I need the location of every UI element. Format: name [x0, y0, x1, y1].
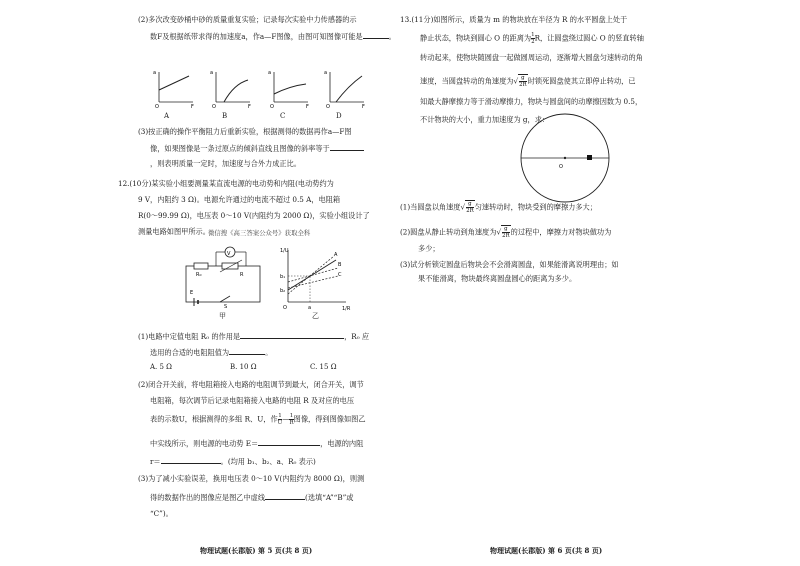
- q12-line2: 9 V，内阻约 3 Ω)。电源允许通过的电流不超过 0.5 A，电阻箱: [138, 195, 341, 204]
- q12-option-a: A. 5 Ω: [150, 363, 172, 371]
- option-label-a: A: [164, 112, 170, 120]
- option-graph-a: [155, 68, 195, 110]
- q11-3-line1: (3)按正确的操作平衡阻力后重新实验，根据测得的数据再作a—F图: [138, 127, 352, 136]
- r0-label: R₀: [196, 272, 202, 278]
- svg-text:O: O: [270, 104, 274, 110]
- q12-sub1-line2: 选用的合适的电阻阻值为 。: [150, 348, 273, 357]
- option-graph-c: [270, 68, 310, 110]
- q13-line2: 静止状态，物块到圆心 O 的距离为 $\frac{1}{2}$ R，让圆盘绕过圆心 O 的竖直转轴: [420, 32, 644, 45]
- q12-sub3-line3: “C”)。: [150, 509, 173, 518]
- svg-text:O: O: [212, 104, 216, 110]
- option-label-d: D: [336, 112, 342, 120]
- graph-b1: b₁: [280, 274, 286, 280]
- center-label: O: [559, 164, 563, 170]
- q13-line3: 转动起来，使物块随圆盘一起做圆周运动，逐渐增大圆盘匀速转动的角: [420, 53, 643, 62]
- q12-sub3-line2: 得的数据作出的图像应是图乙中虚线 (选填“A”“B”或: [150, 493, 354, 502]
- svg-text:F: F: [248, 104, 251, 110]
- q12-sub2-line1: (2)闭合开关前，将电阻箱接入电路的电阻调节到最大，闭合开关，调节: [138, 380, 364, 389]
- voltmeter-label: V: [227, 251, 231, 257]
- q11-3-line2: 像，如果图像是一条过原点的倾斜直线且图像的斜率等于: [150, 142, 364, 154]
- svg-text:F: F: [306, 104, 309, 110]
- graph-a: a: [308, 305, 312, 311]
- q12-sub3-line1: (3)为了减小实验误差，换用电压表 0～10 V(内阻约为 8000 Ω)，则测: [138, 474, 365, 483]
- svg-text:a: a: [153, 70, 157, 76]
- q12-sub1-line1: (1)电路中定值电阻 R₀ 的作用是 ，R₀ 应: [138, 332, 370, 341]
- q13-line4: 速度，当圆盘转动的角速度为√ $\frac{g}{2R}$ 时锁死圆盘使其立即停止转动，已: [420, 75, 636, 88]
- graph-line-a: A: [334, 252, 338, 258]
- svg-text:F: F: [191, 104, 194, 110]
- q11-2-line2: 数F及根据纸带求得的加速度a，作a—F图像，由图可知图像可能是 。: [150, 32, 396, 41]
- svg-text:O: O: [155, 104, 159, 110]
- footer-right: 物理试题(长郡版) 第 6 页(共 8 页): [490, 546, 603, 555]
- figure-label-jia: 甲: [219, 312, 226, 320]
- q11-3-line3: ，则表明质量一定时，加速度与合外力成正比。: [150, 159, 301, 168]
- footer-left: 物理试题(长郡版) 第 5 页(共 8 页): [200, 546, 313, 555]
- option-label-c: C: [280, 112, 286, 120]
- circuit-diagram: [180, 246, 270, 308]
- q12-sub2-line2: 电阻箱，每次调节后记录电阻箱接入电路的电阻 R 及对应的电压: [150, 396, 355, 405]
- svg-text:O: O: [326, 104, 330, 110]
- q12-line3: R(0～99.99 Ω)，电压表 0～10 V(内阻约为 2000 Ω)，实验小组设计了: [138, 211, 370, 220]
- option-graph-d: [326, 68, 366, 110]
- q13-line6: 不计物块的大小，重力加速度为 g，求：: [420, 115, 550, 124]
- e-label: E: [190, 290, 194, 296]
- q13-line1: 13.(11分)如图所示，质量为 m 的物块放在半径为 R 的水平圆盘上处于: [400, 15, 628, 24]
- q12-option-b: B. 10 Ω: [230, 363, 257, 371]
- q13-sub1: (1)当圆盘以角速度√ $\frac{g}{2R}$ 匀速转动时，物块受到的摩擦力多大；: [400, 201, 597, 214]
- graph-line-b: B: [338, 262, 342, 268]
- q12-sub2-line5: r＝ 。(均用 b₁、b₂、a、R₀ 表示): [150, 457, 316, 466]
- q12-sub2-line3: 表的示数U，根据测得的多组 R、U，作 $\frac{1}{U}$ — $\frac{1}{R}$ 图像，得到图像如图乙: [150, 413, 366, 426]
- watermark: 微信搜《高三答案公众号》获取全科: [208, 229, 311, 237]
- q13-sub2-cont: 多少；: [418, 244, 440, 253]
- switch-label: S: [224, 304, 228, 310]
- graph-y-label: 1/U: [280, 248, 289, 254]
- graph-origin: O: [283, 305, 287, 311]
- q12-sub2-line4: 中实线所示，则电源的电动势 E＝ ，电源的内阻: [150, 439, 364, 448]
- option-graph-b: [212, 68, 252, 110]
- q12-option-c: C. 15 Ω: [310, 363, 337, 371]
- graph-line-c: C: [338, 272, 342, 278]
- r-label: R: [240, 272, 244, 278]
- graph-b2: b₂: [280, 288, 286, 294]
- svg-text:a: a: [268, 70, 272, 76]
- svg-text:a: a: [210, 70, 214, 76]
- q11-2-line1: (2)多次改变砂桶中砂的质量重复实验；记录每次实验中力传感器的示: [138, 15, 357, 24]
- svg-text:F: F: [362, 104, 365, 110]
- disk-diagram: [510, 126, 620, 198]
- q13-sub3-line2: 果不能滑离，物块最终离圆盘圆心的距离为多少。: [418, 274, 577, 283]
- svg-text:a: a: [324, 70, 328, 76]
- q13-sub3-line1: (3)试分析锁定圆盘后物块会不会滑离圆盘，如果能滑离说明理由；如: [400, 260, 619, 269]
- q13-sub2: (2)圆盘从静止转动到角速度为√ $\frac{g}{2R}$ 的过程中，摩擦力对物块做功为: [400, 226, 612, 239]
- figure-label-yi: 乙: [312, 312, 319, 320]
- option-label-b: B: [222, 112, 228, 120]
- q12-line1: 12.(10分)某实验小组要测量某直流电源的电动势和内阻(电动势约为: [118, 179, 334, 188]
- q13-line5: 知最大静摩擦力等于滑动摩擦力，物块与圆盘间的动摩擦因数为 0.5，: [420, 97, 643, 106]
- q12-line4: 测量电路如图甲所示。: [138, 227, 210, 236]
- graph-x-label: 1/R: [342, 306, 351, 312]
- graph-yi: [280, 246, 350, 314]
